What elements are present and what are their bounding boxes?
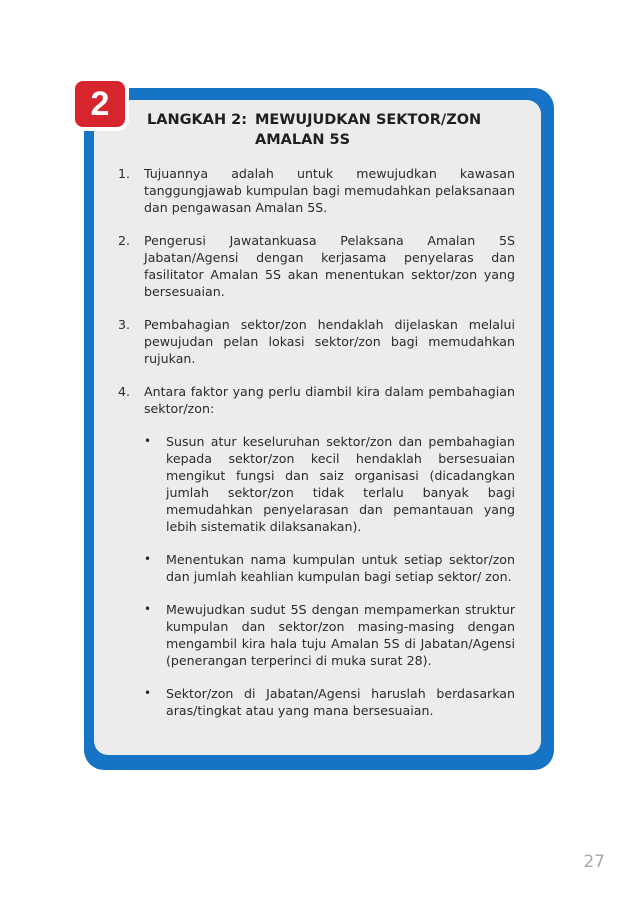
bullet-item (144, 433, 515, 535)
bullet-text: Menentukan nama kumpulan untuk setiap sektor/zon dan jumlah keahlian kumpulan bagi setiap sektor/ zon. (166, 552, 515, 584)
page-number: 27 (583, 852, 605, 872)
content-body (118, 165, 515, 735)
list-item (118, 316, 515, 367)
heading-step: LANGKAH 2: (147, 112, 248, 128)
bullet-list (144, 433, 515, 719)
list-item (118, 165, 515, 216)
item-text: Pembahagian sektor/zon hendaklah dijelaskan melalui pewujudan pelan lokasi sektor/zon bagi memudahkan rujukan. (144, 317, 515, 366)
list-item (118, 383, 515, 735)
bullet-item (144, 551, 515, 585)
bullet-icon: • (144, 434, 152, 448)
bullet-item (144, 685, 515, 719)
item-text: Pengerusi Jawatankuasa Pelaksana Amalan 5S Jabatan/Agensi dengan kerjasama penyelaras dan fasilitator Amalan 5S akan menentukan sektor/zon yang bersesuaian. (144, 233, 515, 299)
list-item (118, 232, 515, 300)
bullet-text: Susun atur keseluruhan sektor/zon dan pembahagian kepada sektor/zon kecil hendaklah bersesuaian mengikut fungsi dan saiz organisasi (dicadangkan jumlah sektor/zon tidak terlalu banyak bagi memudahkan penyelarasan dan pemantauan yang lebih sistematik dilaksanakan). (166, 434, 515, 534)
heading-title-line2: AMALAN 5S (255, 132, 351, 148)
bullet-icon: • (144, 552, 152, 566)
item-text: Antara faktor yang perlu diambil kira dalam pembahagian sektor/zon: (144, 384, 515, 416)
bullet-icon: • (144, 686, 152, 700)
section-heading (147, 110, 527, 150)
bullet-text: Mewujudkan sudut 5S dengan mempamerkan struktur kumpulan dan sektor/zon masing-masing dengan mengambil kira hala tuju Amalan 5S di Jabatan/Agensi (penerangan terperinci di muka surat 28). (166, 602, 515, 668)
step-badge: 2 (71, 77, 129, 131)
bullet-icon: • (144, 602, 152, 616)
item-text: Tujuannya adalah untuk mewujudkan kawasan tanggungjawab kumpulan bagi memudahkan pelaksanaan dan pengawasan Amalan 5S. (144, 166, 515, 215)
bullet-text: Sektor/zon di Jabatan/Agensi haruslah berdasarkan aras/tingkat atau yang mana bersesuaian. (166, 686, 515, 718)
item-number: 4. (118, 384, 131, 399)
item-number: 3. (118, 317, 131, 332)
item-number: 1. (118, 166, 131, 181)
heading-title-line1: MEWUJUDKAN SEKTOR/ZON (255, 112, 482, 128)
bullet-item (144, 601, 515, 669)
item-number: 2. (118, 233, 131, 248)
